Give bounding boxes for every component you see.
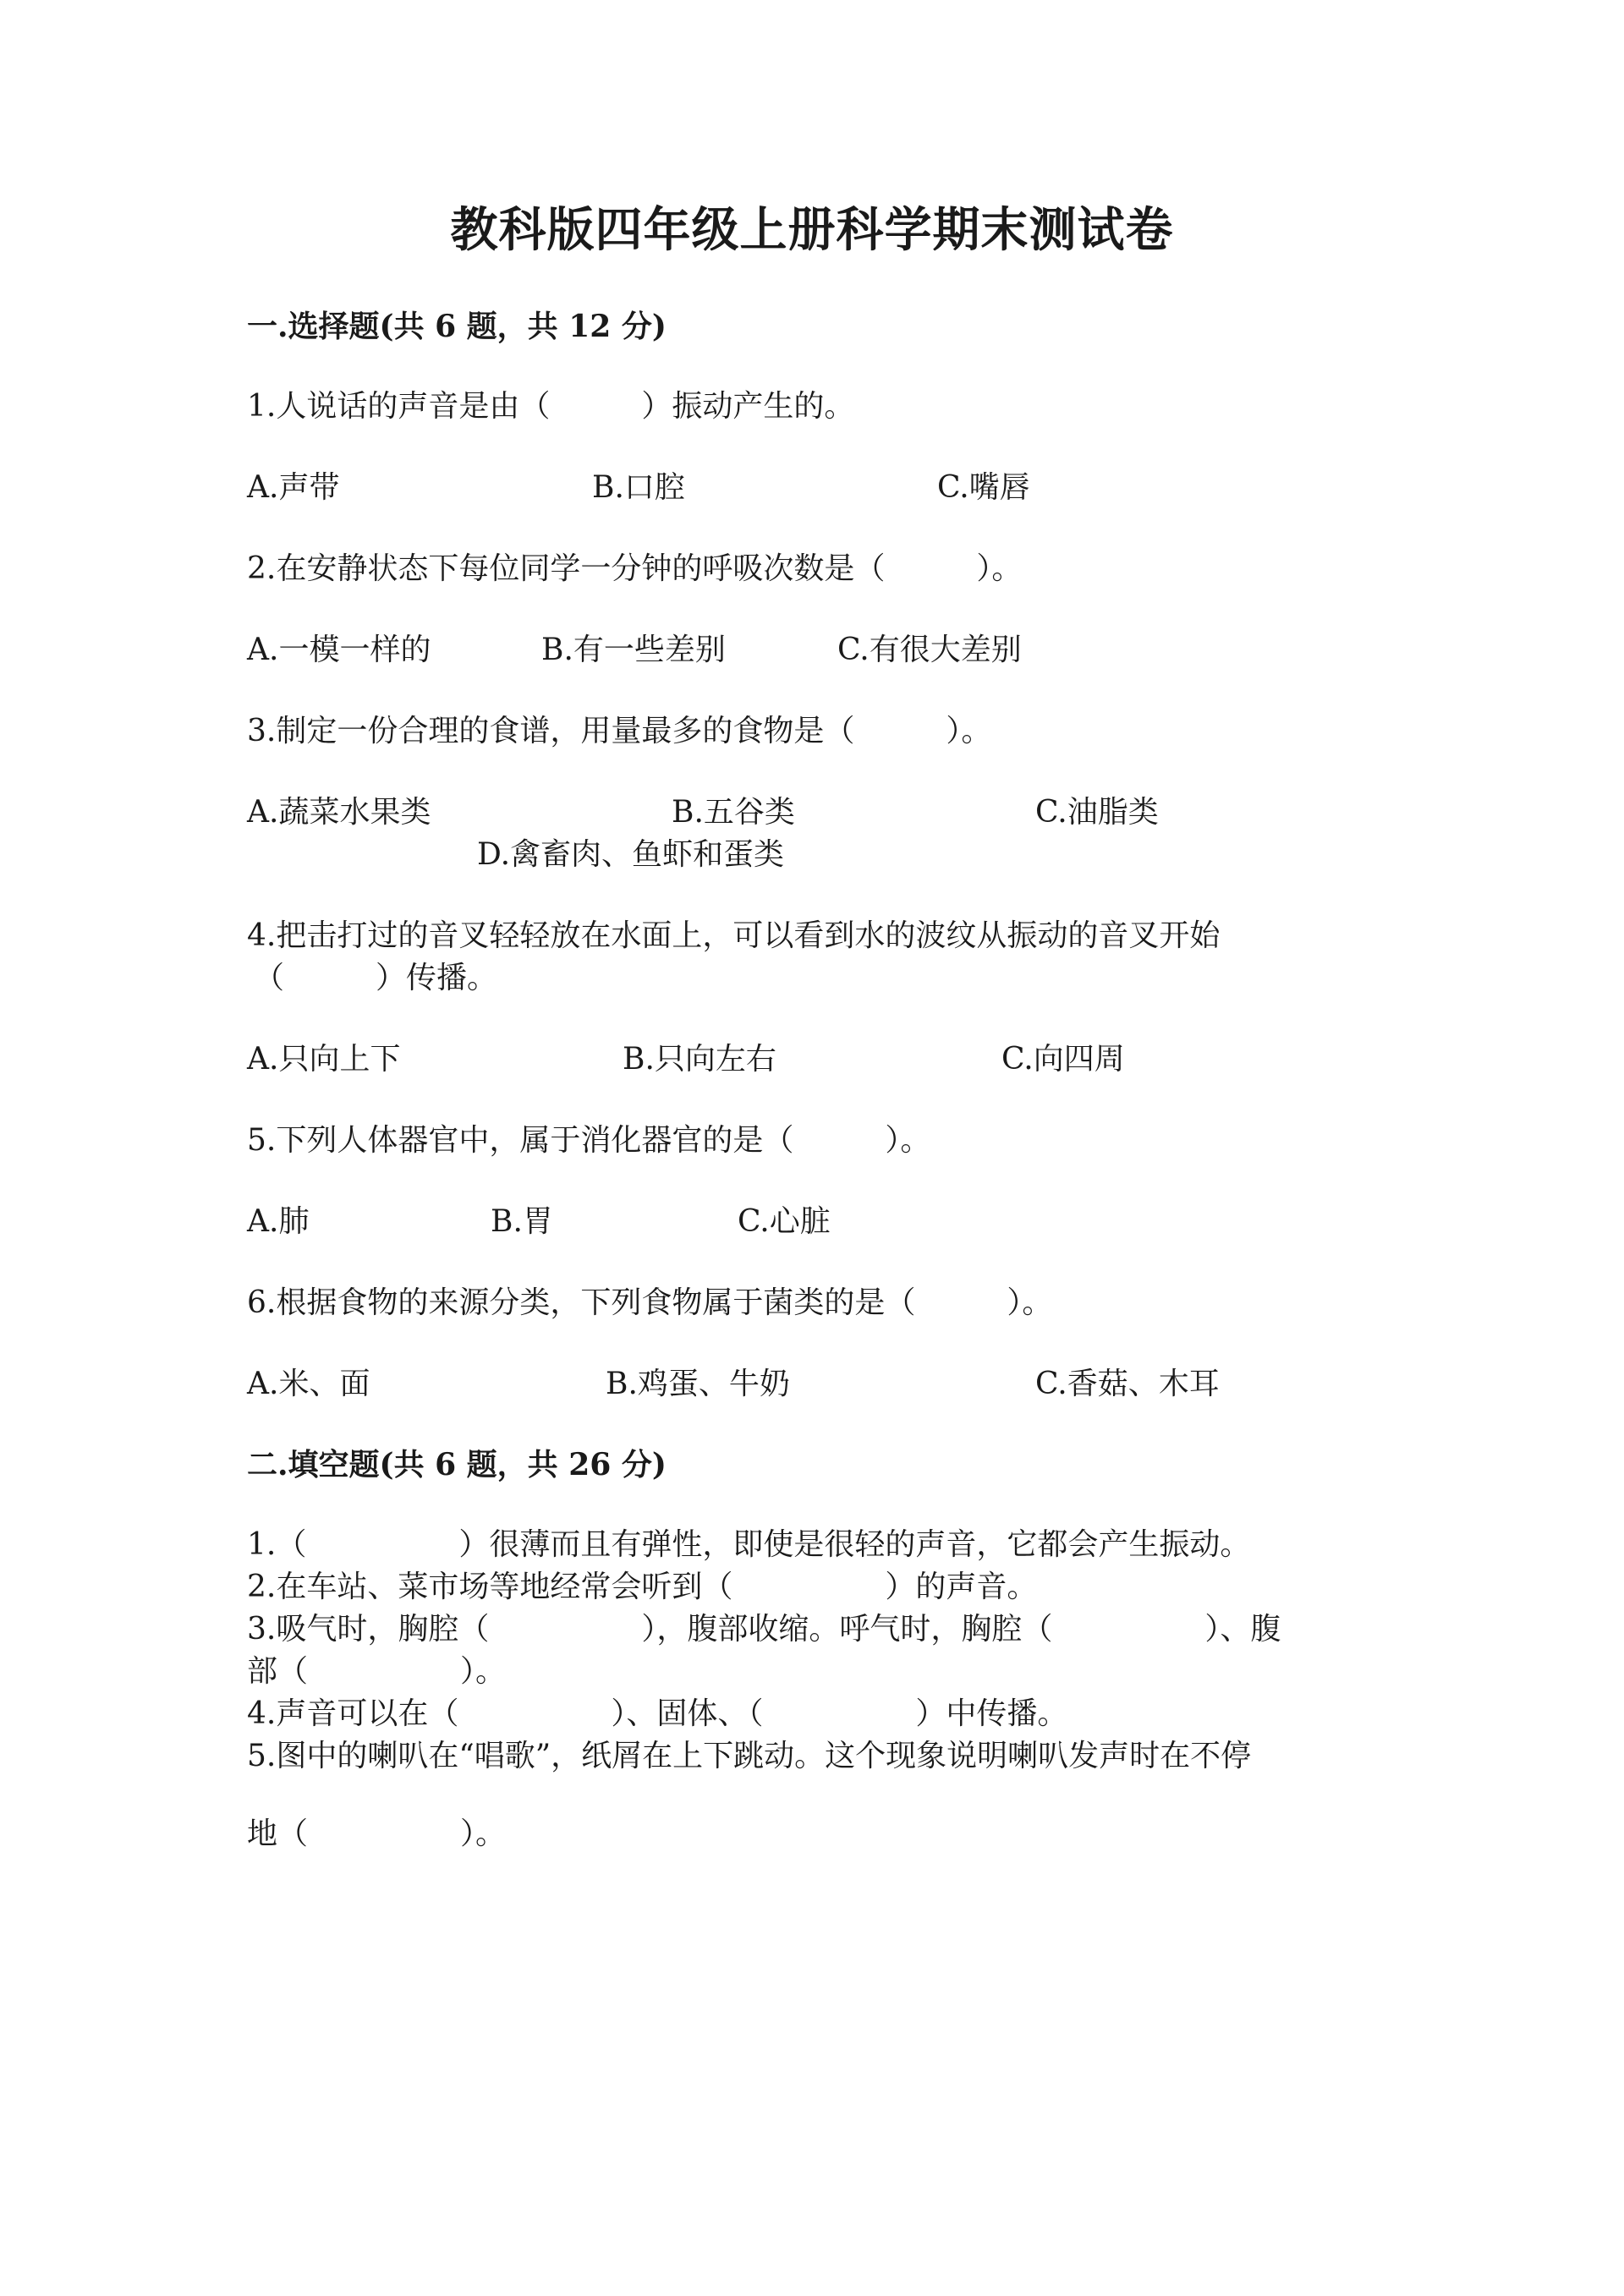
fill-line-3: 3.吸气时，胸腔（ ），腹部收缩。呼气时，胸腔（ ）、腹 xyxy=(247,1612,1281,1647)
question-5-stem: 5.下列人体器官中，属于消化器官的是（ ）。 xyxy=(247,1123,931,1158)
question-3-option-c: C.油脂类 xyxy=(1035,795,1159,830)
question-5-option-a: A.肺 xyxy=(247,1204,310,1239)
question-1-option-c: C.嘴唇 xyxy=(937,470,1030,505)
question-5-option-b: B.胃 xyxy=(491,1204,553,1239)
question-1-option-a: A.声带 xyxy=(247,470,340,505)
question-6-option-a: A.米、面 xyxy=(247,1367,370,1401)
question-4-option-b: B.只向左右 xyxy=(623,1042,776,1077)
question-1-stem: 1.人说话的声音是由（ ）振动产生的。 xyxy=(247,389,855,424)
question-3-option-b: B.五谷类 xyxy=(672,795,795,830)
question-2-stem: 2.在安静状态下每位同学一分钟的呼吸次数是（ ）。 xyxy=(247,551,1023,586)
question-3-option-a: A.蔬菜水果类 xyxy=(247,795,431,830)
question-4-stem-line-1: 4.把击打过的音叉轻轻放在水面上，可以看到水的波纹从振动的音叉开始 xyxy=(247,918,1221,953)
question-6-option-b: B.鸡蛋、牛奶 xyxy=(606,1367,790,1401)
fill-line-1: 1.（ ）很薄而且有弹性，即使是很轻的声音，它都会产生振动。 xyxy=(247,1527,1251,1562)
question-6-option-c: C.香菇、木耳 xyxy=(1035,1367,1220,1401)
section-heading-choice: 一.选择题(共 6 题，共 12 分) xyxy=(247,309,667,344)
fill-line-5-cont: 地（ ）。 xyxy=(247,1817,507,1851)
question-4-stem-line-2: （ ）传播。 xyxy=(254,961,498,995)
question-4-option-c: C.向四周 xyxy=(1001,1042,1125,1077)
fill-line-5: 5.图中的喇叭在“唱歌”，纸屑在上下跳动。这个现象说明喇叭发声时在不停 xyxy=(247,1739,1252,1773)
question-3-option-d: D.禽畜肉、鱼虾和蛋类 xyxy=(477,837,785,872)
fill-line-4: 4.声音可以在（ ）、固体、（ ）中传播。 xyxy=(247,1696,1068,1731)
question-2-option-c: C.有很大差别 xyxy=(837,633,1022,667)
fill-line-2: 2.在车站、菜市场等地经常会听到（ ）的声音。 xyxy=(247,1570,1038,1604)
question-4-option-a: A.只向上下 xyxy=(247,1042,401,1077)
question-2-option-b: B.有一些差别 xyxy=(541,633,726,667)
fill-line-3-cont: 部（ ）。 xyxy=(247,1654,507,1689)
page-title: 教科版四年级上册科学期末测试卷 xyxy=(450,202,1174,258)
section-heading-fill-in: 二.填空题(共 6 题，共 26 分) xyxy=(247,1447,667,1482)
question-2-option-a: A.一模一样的 xyxy=(247,633,431,667)
question-1-option-b: B.口腔 xyxy=(592,470,685,505)
question-5-option-c: C.心脏 xyxy=(738,1204,831,1239)
question-6-stem: 6.根据食物的来源分类，下列食物属于菌类的是（ ）。 xyxy=(247,1285,1053,1320)
question-3-stem: 3.制定一份合理的食谱，用量最多的食物是（ ）。 xyxy=(247,714,992,748)
